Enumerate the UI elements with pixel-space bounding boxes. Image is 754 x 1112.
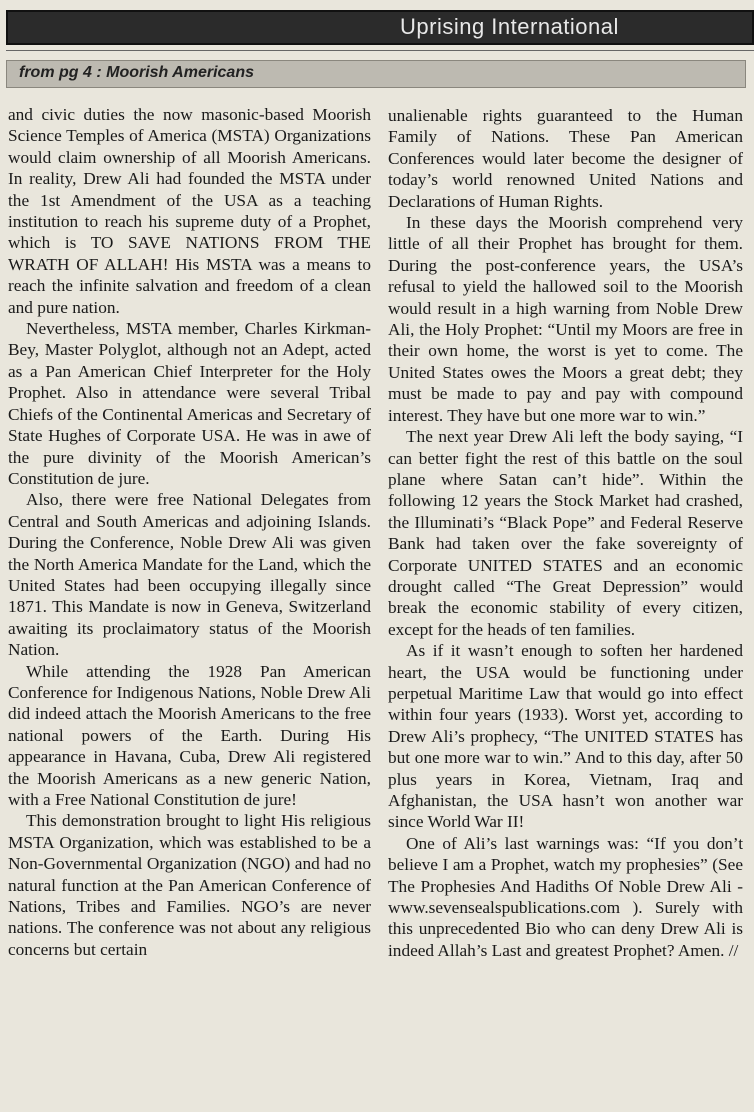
paragraph: Nevertheless, MSTA member, Charles Kirkman-Bey, Master Polyglot, although not an Adept, acted as a Pan American Chief Interpreter for the Holy Prophet. Also in attendance were several Tribal Chiefs of the Continental Americas and Secretary of State Hughes of Corporate USA. He was in awe of the pure divinity of the Moorish American’s Constitution de jure.	[8, 319, 371, 488]
publication-title: Uprising International	[400, 14, 619, 39]
paragraph: Also, there were free National Delegates from Central and South Americas and adjoining Islands. During the Conference, Noble Drew Ali was given the North America Mandate for the Land, which the United States had been occupying illegally since 1871. This Mandate is now in Geneva, Switzerland awaiting its proclaimatory status of the Moorish Nation.	[8, 490, 371, 660]
paragraph: As if it wasn’t enough to soften her hardened heart, the USA would be functioning under perpetual Maritime Law that would go into effect within four years (1933). Worst yet, according to Drew Ali’s prophecy, “The UNITED STATES has but one more war to win.” And to this day, after 50 plus years in Korea, Vietnam, Iraq and Afghanistan, the USA hasn’t won another war since World War II!	[388, 641, 743, 832]
article-column-right	[388, 105, 743, 961]
masthead-bar	[6, 10, 754, 45]
article-column-left	[8, 104, 371, 960]
paragraph: One of Ali’s last warnings was: “If you don’t believe I am a Prophet, watch my prophesies” (See The Prophesies And Hadiths Of Noble Drew Ali -www.sevensealspublications.com ). Surely with this unprecedented Bio who can deny Drew Ali is indeed Allah’s Last and greatest Prophet? Amen. //	[388, 833, 743, 960]
paragraph: In these days the Moorish comprehend very little of all their Prophet has brought for them. During the post-conference years, the USA’s refusal to yield the hallowed soil to the Moorish would result in a high warning from Noble Drew Ali, the Holy Prophet: “Until my Moors are free in their own home, the worst is yet to come. The United States owes the Moors a great debt; they must be made to pay and pay with compound interest. They have but one more war to win.”	[388, 213, 743, 425]
paragraph: The next year Drew Ali left the body saying, “I can better fight the rest of this battle on the soul plane where Satan can’t hide”. Within the following 12 years the Stock Market had crashed, the Illuminati’s “Black Pope” and Federal Reserve Bank had taken over the fake sovereignty of Corporate UNITED STATES and an economic drought called “The Great Depression” would break the economic stability of every citizen, except for the heads of ten families.	[388, 427, 743, 639]
divider-rule	[6, 50, 754, 51]
paragraph: unalienable rights guaranteed to the Human Family of Nations. These Pan American Conferences would later become the designer of today’s world renowned United Nations and Declarations of Human Rights.	[388, 106, 743, 211]
paragraph: While attending the 1928 Pan American Conference for Indigenous Nations, Noble Drew Ali did indeed attach the Moorish Americans to the free national powers of the Earth. During His appearance in Havana, Cuba, Drew Ali registered the Moorish Americans as a new generic Nation, with a Free National Constitution de jure!	[8, 661, 371, 809]
continuation-banner	[6, 60, 746, 88]
continuation-label: from pg 4 : Moorish Americans	[19, 64, 254, 81]
paragraph: This demonstration brought to light His religious MSTA Organization, which was established to be a Non-Governmental Organization (NGO) and had no natural function at the Pan American Conference of Nations, Tribes and Families. NGO’s are never nations. The conference was not about any religious concerns but certain	[8, 811, 371, 959]
paragraph: and civic duties the now masonic-based Moorish Science Temples of America (MSTA) Organizations would claim ownership of all Moorish Americans. In reality, Drew Ali had founded the MSTA under the 1st Amendment of the USA as a teaching institution to reach his supreme duty of a Prophet, which is TO SAVE NATIONS FROM THE WRATH OF ALLAH! His MSTA was a means to reach the infinite salvation and freedom of a clean and pure nation.	[8, 105, 371, 317]
